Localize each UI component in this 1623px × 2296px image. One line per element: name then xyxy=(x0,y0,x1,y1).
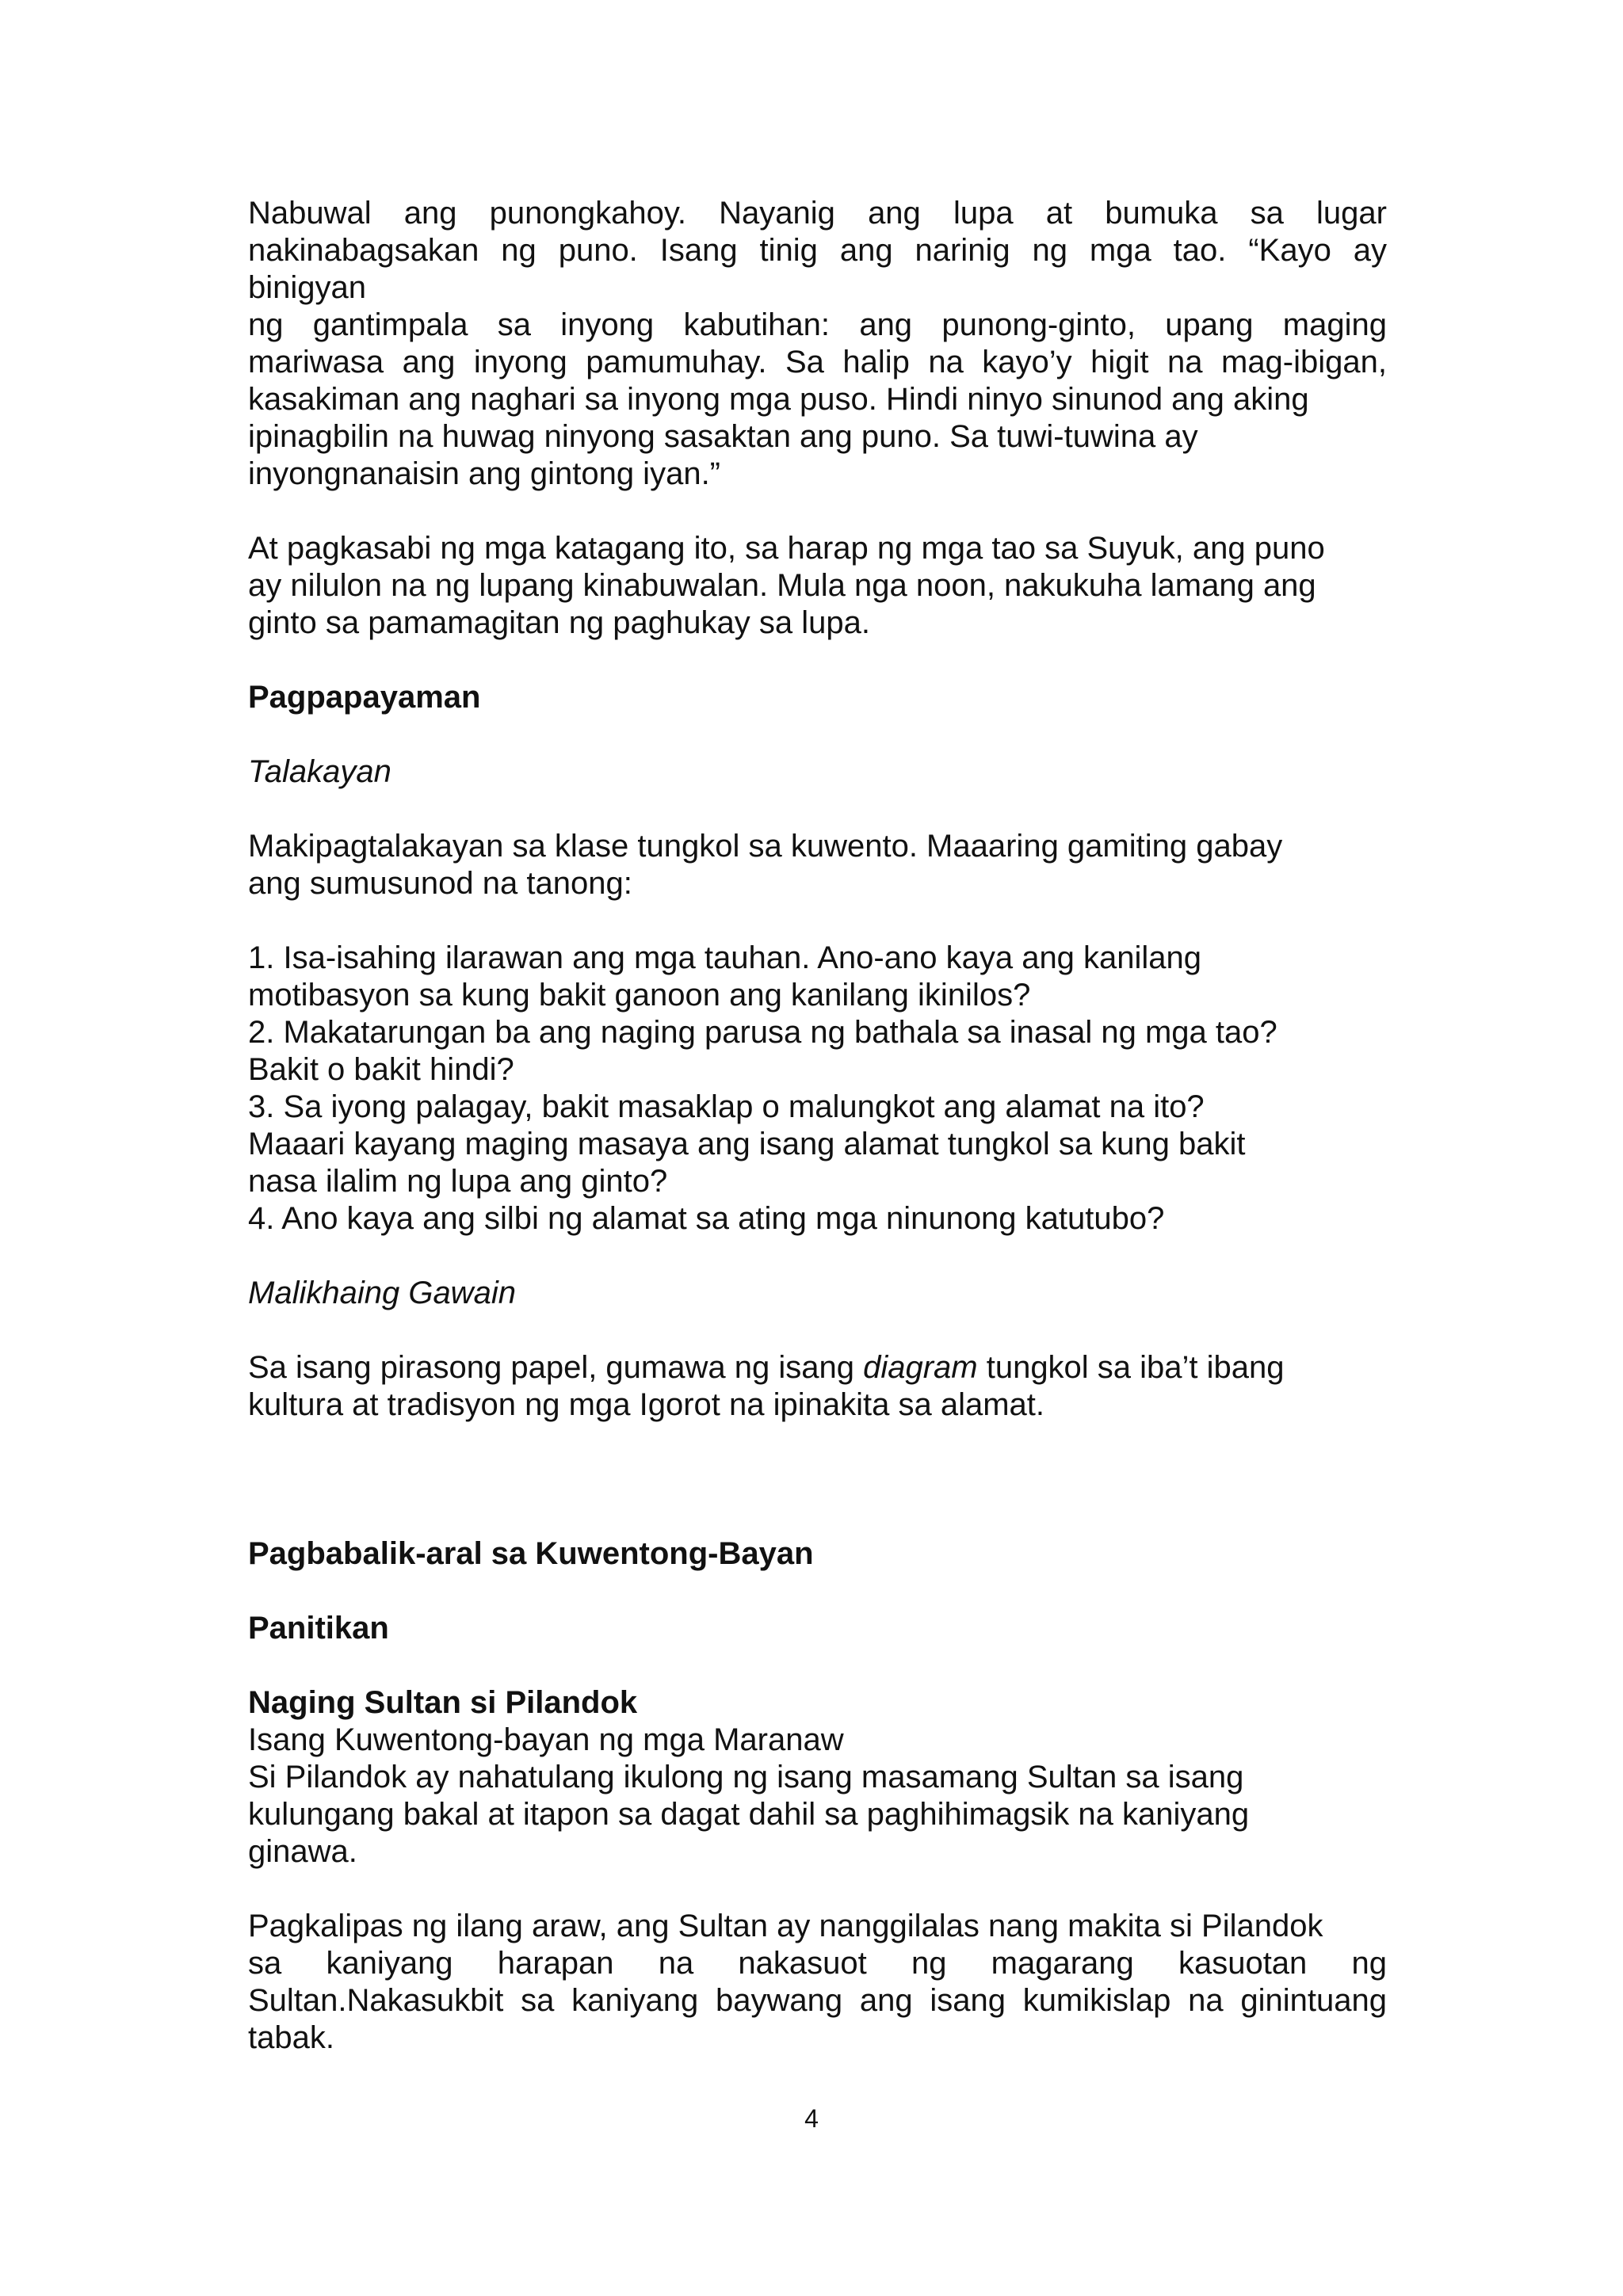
text-segment: Sa isang pirasong papel, gumawa ng isang xyxy=(248,1350,864,1385)
text-line: kasakiman ang naghari sa inyong mga puso. Hindi ninyo sinunod ang aking xyxy=(248,382,1309,417)
question-2: 2. Makatarungan ba ang naging parusa ng bathala sa inasal ng mga tao? xyxy=(248,1015,1277,1050)
text-line: kulungang bakal at itapon sa dagat dahil sa paghihimagsik na kaniyang xyxy=(248,1797,1250,1832)
question-list xyxy=(248,940,1387,1238)
story-subtitle: Isang Kuwentong-bayan ng mga Maranaw xyxy=(248,1722,844,1757)
text-line: Sultan.Nakasukbit sa kaniyang baywang ang isang kumikislap na ginintuang xyxy=(248,1983,1387,2018)
text-line: ginawa. xyxy=(248,1834,357,1869)
text-line: tabak. xyxy=(248,2020,334,2055)
text-line: nakinabagsakan ng puno. Isang tinig ang narinig ng mga tao. “Kayo ay xyxy=(248,233,1387,268)
text-line: nasa ilalim ng lupa ang ginto? xyxy=(248,1164,668,1199)
heading-pagbabalik-aral: Pagbabalik-aral sa Kuwentong-Bayan xyxy=(248,1536,814,1571)
text-line: Bakit o bakit hindi? xyxy=(248,1052,514,1087)
text-line xyxy=(248,1349,1387,1386)
text-line: sa kaniyang harapan na nakasuot ng magarang kasuotan ng xyxy=(248,1946,1387,1981)
text-segment: tungkol sa iba’t ibang xyxy=(977,1350,1285,1385)
heading-panitikan: Panitikan xyxy=(248,1611,389,1646)
question-1: 1. Isa-isahing ilarawan ang mga tauhan. Ano-ano kaya ang kanilang xyxy=(248,940,1202,975)
text-line: motibasyon sa kung bakit ganoon ang kanilang ikinilos? xyxy=(248,978,1031,1013)
subheading-malikhaing-gawain: Malikhaing Gawain xyxy=(248,1276,516,1310)
text-line: ipinagbilin na huwag ninyong sasaktan ang puno. Sa tuwi-tuwina ay xyxy=(248,419,1198,454)
text-line: inyongnanaisin ang gintong iyan.” xyxy=(248,456,720,491)
question-3: 3. Sa iyong palagay, bakit masaklap o malungkot ang alamat na ito? xyxy=(248,1089,1205,1124)
text-line: ay nilulon na ng lupang kinabuwalan. Mula nga noon, nakukuha lamang ang xyxy=(248,568,1316,603)
story-paragraph-2 xyxy=(248,1908,1387,2057)
text-line: At pagkasabi ng mga katagang ito, sa harap ng mga tao sa Suyuk, ang puno xyxy=(248,531,1325,566)
paragraph-suyuk xyxy=(248,530,1387,642)
text-line: Si Pilandok ay nahatulang ikulong ng isang masamang Sultan sa isang xyxy=(248,1760,1244,1794)
text-line: Nabuwal ang punongkahoy. Nayanig ang lupa at bumuka sa lugar xyxy=(248,196,1387,231)
text-line: mariwasa ang inyong pamumuhay. Sa halip na kayo’y higit na mag-ibigan, xyxy=(248,345,1387,379)
text-line: ang sumusunod na tanong: xyxy=(248,866,632,901)
text-line: Pagkalipas ng ilang araw, ang Sultan ay nanggilalas nang makita si Pilandok xyxy=(248,1909,1323,1943)
subheading-talakayan: Talakayan xyxy=(248,754,391,789)
heading-pagpapayaman: Pagpapayaman xyxy=(248,680,481,715)
gawain-instructions xyxy=(248,1349,1387,1424)
story-section xyxy=(248,1684,1387,1871)
text-line: ginto sa pamamagitan ng paghukay sa lupa. xyxy=(248,605,870,640)
text-line: binigyan xyxy=(248,270,367,305)
diagram-term: diagram xyxy=(863,1350,978,1385)
paragraph-punongkahoy xyxy=(248,195,1387,493)
question-4: 4. Ano kaya ang silbi ng alamat sa ating mga ninunong katutubo? xyxy=(248,1201,1165,1236)
talakayan-intro xyxy=(248,828,1387,902)
text-line: kultura at tradisyon ng mga Igorot na ipinakita sa alamat. xyxy=(248,1387,1044,1422)
page-number: 4 xyxy=(804,2104,819,2133)
text-line: ng gantimpala sa inyong kabutihan: ang punong-ginto, upang maging xyxy=(248,307,1387,342)
text-line: Makipagtalakayan sa klase tungkol sa kuwento. Maaaring gamiting gabay xyxy=(248,829,1283,864)
text-line: Maaari kayang maging masaya ang isang alamat tungkol sa kung bakit xyxy=(248,1127,1246,1161)
story-title: Naging Sultan si Pilandok xyxy=(248,1685,638,1720)
page-content xyxy=(248,195,1387,2057)
